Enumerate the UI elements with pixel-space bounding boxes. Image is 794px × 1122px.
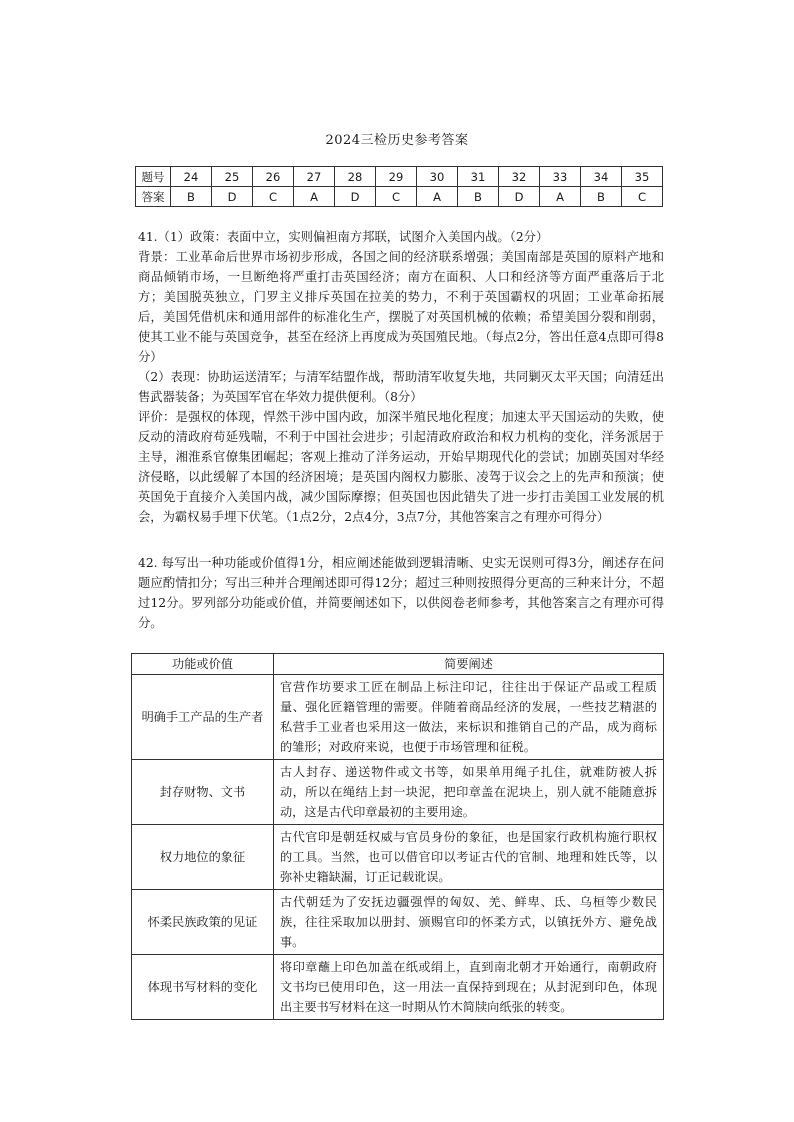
- table-row: [132, 825, 664, 890]
- function-description: 古代朝廷为了安抚边疆强悍的匈奴、羌、鲜卑、氐、乌桓等少数民族，往往采取加以册封、颁赐官印的怀柔方式，以镇抚外方、避免战事。: [274, 890, 664, 955]
- q41-policy: 41.（1）政策：表面中立，实则偏袒南方邦联，试图介入美国内战。（2分）: [138, 230, 549, 244]
- question-number: 33: [540, 167, 581, 187]
- q41-performance: （2）表现：协助运送清军；与清军结盟作战，帮助清军收复失地，共同剿灭太平天国；向清廷出售武器装备；为英国军官在华效力提供便利。（8分）: [138, 370, 664, 404]
- header-brief-explanation: 简要阐述: [274, 654, 664, 675]
- answer-letter: B: [171, 187, 212, 207]
- question-number: 29: [376, 167, 417, 187]
- function-name: 权力地位的象征: [132, 825, 274, 890]
- question-number: 30: [417, 167, 458, 187]
- row-label-answer: 答案: [136, 187, 171, 207]
- question-number: 28: [335, 167, 376, 187]
- function-name: 封存财物、文书: [132, 760, 274, 825]
- answer-letter: D: [499, 187, 540, 207]
- question-42-answer: [138, 553, 664, 633]
- header-function-value: 功能或价值: [132, 654, 274, 675]
- row-label-number: 题号: [136, 167, 171, 187]
- function-description: 古人封存、递送物件或文书等，如果单用绳子扎住，就难防被人拆动，所以在绳结上封一块泥，把印章盖在泥块上，别人就不能随意拆动，这是古代印章最初的主要用途。: [274, 760, 664, 825]
- answer-letter: C: [253, 187, 294, 207]
- q41-evaluation: 评价：是强权的体现，悍然干涉中国内政，加深半殖民地化程度；加速太平天国运动的失败，使反动的清政府苟延残喘，不利于中国社会进步；引起清政府政治和权力机构的变化，洋务派居于主导，湘淮系官僚集团崛起；客观上推动了洋务运动，开始早期现代化的尝试；加剧英国对华经济侵略，以此缓解了本国的经济困境；是英国内阁权力膨胀、凌驾于议会之上的先声和预演；使英国免于直接介入美国内战，减少国际摩擦；但英国也因此错失了进一步打击美国工业发展的机会，为霸权易手埋下伏笔。（1点2分，2点4分，3点7分，其他答案言之有理亦可得分）: [138, 410, 664, 524]
- question-number: 34: [581, 167, 622, 187]
- table-header-row: [132, 654, 664, 675]
- answer-letter: A: [294, 187, 335, 207]
- table-row: [132, 760, 664, 825]
- question-number: 27: [294, 167, 335, 187]
- q41-background: 背景：工业革命后世界市场初步形成，各国之间的经济联系增强；美国南部是英国的原料产地和商品倾销市场，一旦断绝将严重打击英国经济；南方在面积、人口和经济等方面严重落后于北方；美国脱英独立，门罗主义排斥英国在拉美的势力，不利于英国霸权的巩固；工业革命拓展后，美国凭借机床和通用部件的标准化生产，摆脱了对英国机械的依赖；希望美国分裂和削弱，使其工业不能与英国竞争，甚至在经济上再度成为英国殖民地。（每点2分，答出任意4点即可得8分）: [138, 250, 664, 364]
- question-number: 25: [212, 167, 253, 187]
- answer-letter: C: [376, 187, 417, 207]
- answer-table: [135, 166, 663, 207]
- function-name: 怀柔民族政策的见证: [132, 890, 274, 955]
- question-number: 31: [458, 167, 499, 187]
- answer-letter: C: [622, 187, 663, 207]
- question-number: 35: [622, 167, 663, 187]
- answer-letter: A: [417, 187, 458, 207]
- function-value-table: [131, 653, 664, 1020]
- function-name: 明确手工产品的生产者: [132, 675, 274, 760]
- answer-letter: D: [335, 187, 376, 207]
- page-title: 2024三检历史参考答案: [325, 133, 469, 148]
- question-number: 24: [171, 167, 212, 187]
- function-description: 将印章蘸上印色加盖在纸或绢上，直到南北朝才开始通行，南朝政府文书均已使用印色，这一用法一直保持到现在；从封泥到印色，体现出主要书写材料在这一时期从竹木简牍向纸张的转变。: [274, 955, 664, 1020]
- answer-letter: B: [581, 187, 622, 207]
- question-number: 32: [499, 167, 540, 187]
- question-41-answer: [138, 227, 664, 527]
- question-number: 26: [253, 167, 294, 187]
- q42-scoring-rules: 42. 每写出一种功能或价值得1分，相应阐述能做到逻辑清晰、史实无误则可得3分，阐述存在问题应酌情扣分；写出三种并合理阐述即可得12分；超过三种则按照得分更高的三种来计分，不超过12分。罗列部分功能或价值，并简要阐述如下，以供阅卷老师参考，其他答案言之有理亦可得分。: [138, 556, 664, 630]
- answer-letter: D: [212, 187, 253, 207]
- answer-table-answer-row: [136, 187, 663, 207]
- table-row: [132, 955, 664, 1020]
- function-description: 古代官印是朝廷权威与官员身份的象征，也是国家行政机构施行职权的工具。当然，也可以借官印以考证古代的官制、地理和姓氏等，以弥补史籍缺漏，订正记载讹误。: [274, 825, 664, 890]
- answer-letter: B: [458, 187, 499, 207]
- answer-table-number-row: [136, 167, 663, 187]
- function-name: 体现书写材料的变化: [132, 955, 274, 1020]
- table-row: [132, 675, 664, 760]
- function-description: 官营作坊要求工匠在制品上标注印记，往往出于保证产品或工程质量、强化匠籍管理的需要。伴随着商品经济的发展，一些技艺精湛的私营手工业者也采用这一做法，来标识和推销自己的产品，成为商标的雏形；对政府来说，也便于市场管理和征税。: [274, 675, 664, 760]
- table-row: [132, 890, 664, 955]
- answer-letter: A: [540, 187, 581, 207]
